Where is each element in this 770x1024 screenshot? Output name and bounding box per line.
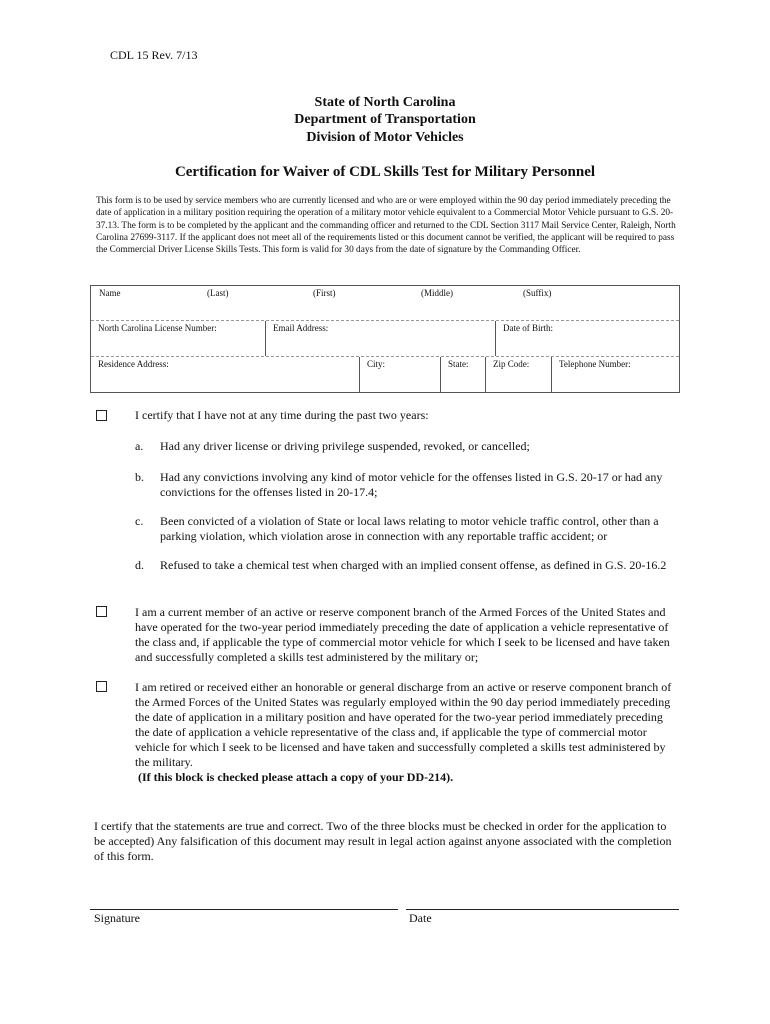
- item-c-letter: c.: [135, 514, 144, 528]
- first-name-label: (First): [313, 288, 336, 298]
- applicant-info-table: [90, 285, 680, 393]
- city-field[interactable]: [359, 357, 440, 392]
- form-number: CDL 15 Rev. 7/13: [110, 48, 198, 62]
- middle-name-label: (Middle): [421, 288, 453, 298]
- item-a-text: Had any driver license or driving privilege suspended, revoked, or cancelled;: [160, 439, 530, 453]
- item-d-letter: d.: [135, 558, 144, 572]
- suffix-label: (Suffix): [523, 288, 552, 298]
- item-a-letter: a.: [135, 439, 144, 453]
- item-c-text: Been convicted of a violation of State or local laws relating to motor vehicle traffic control, other than a parking violation, which violation arose in connection with any reportable traffic accident; or: [160, 514, 659, 543]
- license-number-field[interactable]: [91, 321, 265, 356]
- block3-note: (If this block is checked please attach a copy of your DD-214).: [138, 770, 454, 784]
- block1-statement: I certify that I have not at any time during the past two years:: [135, 408, 429, 422]
- item-b-letter: b.: [135, 470, 144, 484]
- item-b-text: Had any convictions involving any kind of motor vehicle for the offenses listed in G.S. 20-17 or had any convictions for the offenses listed in 20-17.4;: [160, 470, 663, 499]
- header-division: Division of Motor Vehicles: [306, 130, 464, 145]
- city-label: City:: [367, 359, 386, 369]
- zip-code-field[interactable]: [485, 357, 551, 392]
- date-of-birth-label: Date of Birth:: [503, 323, 553, 333]
- state-field[interactable]: [440, 357, 485, 392]
- address-row: [91, 356, 679, 392]
- zip-code-label: Zip Code:: [493, 359, 530, 369]
- date-of-birth-field[interactable]: [495, 321, 679, 356]
- email-label: Email Address:: [273, 323, 329, 333]
- intro-paragraph: This form is to be used by service members who are currently licensed and who are or were employed within the 90 day period immediately preceding the date of application in a military position requiring the operation of a military motor vehicle equivalent to a Commercial Motor Vehicle pursuant to G.S. 20-37.13. The form is to be completed by the applicant and the commanding officer and returned to the CDL Section 3117 Mail Service Center, Raleigh, North Carolina 27699-3117. If the applicant does not meet all of the requirements listed or this document cannot be verified, the applicant will be required to pass the Commercial Driver License Skills Tests. This form is valid for 30 days from the date of signature by the Commanding Officer.: [96, 196, 676, 256]
- residence-address-label: Residence Address:: [98, 359, 169, 369]
- date-line[interactable]: [406, 909, 679, 910]
- telephone-number-field[interactable]: [551, 357, 679, 392]
- item-d-text: Refused to take a chemical test when charged with an implied consent offense, as defined in G.S. 20-16.2: [160, 558, 667, 572]
- header-department: Department of Transportation: [294, 112, 476, 127]
- telephone-number-label: Telephone Number:: [559, 359, 631, 369]
- signature-line[interactable]: [90, 909, 398, 910]
- license-row: [91, 320, 679, 356]
- form-title: Certification for Waiver of CDL Skills Test for Military Personnel: [174, 164, 596, 180]
- block3-checkbox[interactable]: [96, 681, 107, 692]
- header-state: State of North Carolina: [314, 95, 456, 110]
- block1-checkbox[interactable]: [96, 410, 107, 421]
- name-row: [91, 286, 679, 320]
- date-label: Date: [409, 911, 432, 925]
- license-number-label: North Carolina License Number:: [98, 323, 217, 333]
- signature-label: Signature: [94, 911, 140, 925]
- email-field[interactable]: [265, 321, 495, 356]
- name-label: Name: [99, 288, 121, 298]
- certification-text: I certify that the statements are true and correct. Two of the three blocks must be checked in order for the application to be accepted) Any falsification of this document may result in legal action against anyone associated with the completion of this form.: [94, 819, 672, 863]
- last-name-label: (Last): [207, 288, 229, 298]
- state-label: State:: [448, 359, 469, 369]
- name-field[interactable]: [91, 286, 679, 320]
- block2-checkbox[interactable]: [96, 606, 107, 617]
- block3-statement: I am retired or received either an honorable or general discharge from an active or reserve component branch of the Armed Forces of the United States was regularly employed within the 90 day period immediately preceding the date of application in a military position and have operated for the two-year period immediately preceding the date of application a vehicle representative of the class and, if applicable the type of commercial motor vehicle for which I seek to be licensed and have taken and successfully completed a skills test administered by the military.: [135, 680, 672, 769]
- block2-statement: I am a current member of an active or reserve component branch of the Armed Forces of the United States and have operated for the two-year period immediately preceding the date of application a vehicle representative of the class and, if applicable the type of commercial motor vehicle for which I seek to be licensed and have taken and successfully completed a skills test administered by the military or;: [135, 605, 670, 664]
- residence-address-field[interactable]: [91, 357, 359, 392]
